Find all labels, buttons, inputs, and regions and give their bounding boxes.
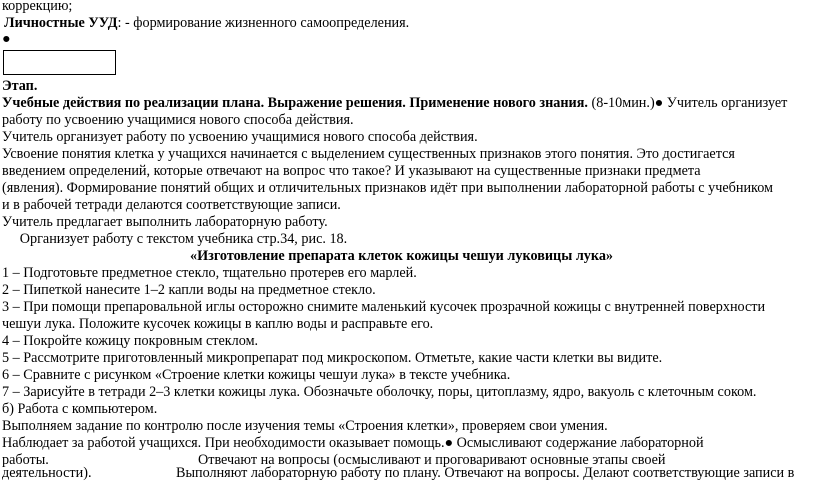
stage-heading: Этап. xyxy=(2,78,38,94)
lab-step: 1 – Подготовьте предметное стекло, тщательно протерев его марлей. xyxy=(2,265,417,281)
lab-step: чешуи лука. Положите кусочек кожицы в каплю воды и расправьте его. xyxy=(2,316,434,332)
personal-uud-line xyxy=(2,15,409,32)
text-line: Отвечают на вопросы (осмысливают и проговаривают основные этапы своей xyxy=(198,452,666,468)
text-line: работы. xyxy=(2,452,49,468)
lab-step: 3 – При помощи препаровальной иглы осторожно снимите маленький кусочек прозрачной кожицы с внутренней поверхности xyxy=(2,299,766,315)
text-line: Выполняют лабораторную работу по плану. Отвечают на вопросы. Делают соответствующие записи в xyxy=(176,465,795,481)
text-line: (явления). Формирование понятий общих и отличительных признаков идёт при выполнении лабораторной работы с учебником xyxy=(2,180,774,196)
line-correction: коррекцию; xyxy=(2,0,73,14)
text-line: Учитель организует работу по усвоению учащимися нового способа действия. xyxy=(2,129,478,145)
empty-box xyxy=(3,50,116,75)
text-line: работу по усвоению учащимися нового способа действия. xyxy=(2,112,354,128)
lab-step: 4 – Покройте кожицу покровным стеклом. xyxy=(2,333,259,349)
lab-step: 7 – Зарисуйте в тетради 2–3 клетки кожицы лука. Обозначьте оболочку, поры, цитоплазму, ядро, вакуоль с клеточным соком. xyxy=(2,384,757,400)
learning-actions-line xyxy=(2,95,787,112)
text-line: б) Работа с компьютером. xyxy=(2,401,158,417)
text-line: деятельности). xyxy=(2,465,92,481)
learning-actions-rest: (8-10мин.)● Учитель организует xyxy=(587,95,788,111)
text-line: Выполняем задание по контролю после изучения темы «Строения клетки», проверяем свои умения. xyxy=(2,418,608,434)
text-line: Организует работу с текстом учебника стр.34, рис. 18. xyxy=(2,231,348,247)
text-line: Учитель предлагает выполнить лабораторную работу. xyxy=(2,214,328,230)
personal-uud-label: Личностные УУД xyxy=(4,15,118,31)
lab-step: 5 – Рассмотрите приготовленный микропрепарат под микроскопом. Отметьте, какие части клетки вы видите. xyxy=(2,350,663,366)
text-line: Усвоение понятия клетка у учащихся начинается с выделением существенных признаков этого понятия. Это достигается xyxy=(2,146,735,162)
text-line: введением определений, которые отвечают на вопрос что такое? И указывают на существенные признаки предмета xyxy=(2,163,701,179)
learning-actions-bold: Учебные действия по реализации плана. Выражение решения. Применение нового знания. xyxy=(2,95,588,111)
lab-step: 2 – Пипеткой нанесите 1–2 капли воды на предметное стекло. xyxy=(2,282,376,298)
lab-title: «Изготовление препарата клеток кожицы чешуи луковицы лука» xyxy=(190,248,614,264)
lab-step: 6 – Сравните с рисунком «Строение клетки кожицы чешуи лука» в тексте учебника. xyxy=(2,367,511,383)
bullet-marker: ● xyxy=(2,31,11,47)
text-line: Наблюдает за работой учащихся. При необходимости оказывает помощь.● Осмысливают содержание лабораторной xyxy=(2,435,704,451)
text-line: и в рабочей тетради делаются соответствующие записи. xyxy=(2,197,341,213)
personal-uud-text: : - формирование жизненного самоопределения. xyxy=(117,15,410,31)
